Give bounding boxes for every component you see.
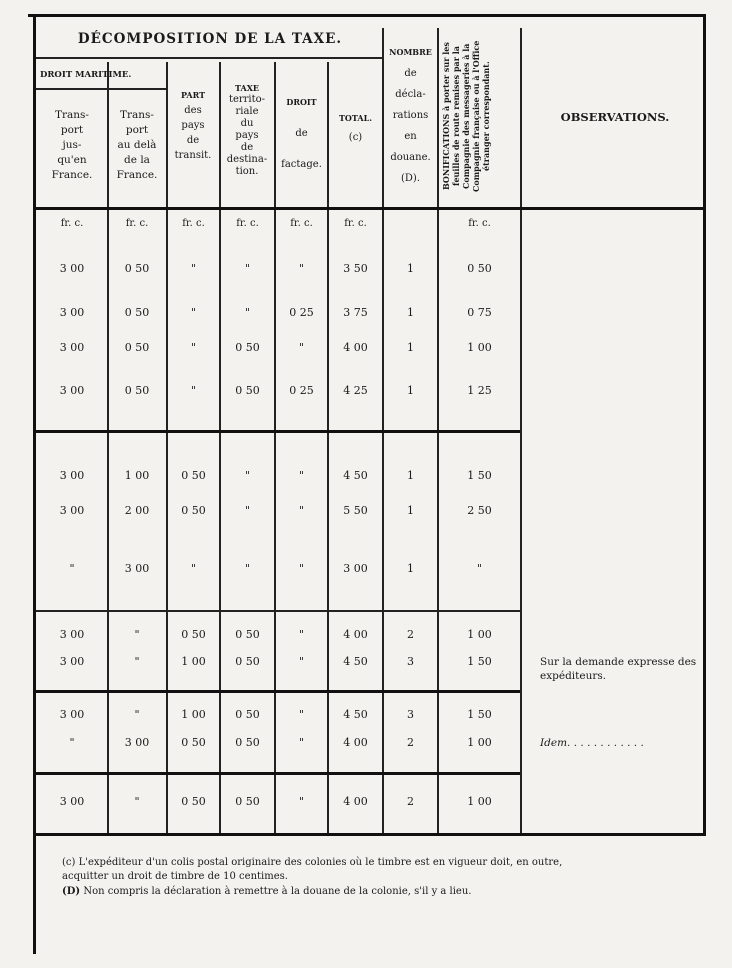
cell-df: " xyxy=(298,469,305,482)
col-rule xyxy=(520,28,522,834)
col-header-bonifications: BONIFICATIONS à porter sur les feuilles de route remises par la Compagnie des messageries à la Compagnie française ou à l'Office étranger correspondant. xyxy=(441,40,491,192)
cell-td: 0 50 xyxy=(124,341,150,354)
cell-tt: " xyxy=(244,306,251,319)
cell-tot: 4 50 xyxy=(343,655,368,668)
footnote-d: (D) Non compris la déclaration à remettre à la douane de la colonie, s'il y a lieu. xyxy=(62,886,472,897)
col-header-taxe-territoriale: TAXE territo- riale du pays de destina- tion. xyxy=(226,83,268,177)
cell-tot: 4 50 xyxy=(343,469,368,482)
col-header-transport-dela: Trans- port au delà de la France. xyxy=(116,109,158,181)
unit-label: fr. c. xyxy=(468,218,491,229)
cell-tot: 4 00 xyxy=(343,341,368,354)
cell-bon: 1 50 xyxy=(467,708,492,721)
unit-label: fr. c. xyxy=(125,218,149,229)
cell-df: " xyxy=(298,708,305,721)
cell-tt: 0 50 xyxy=(235,736,260,749)
cell-df: 0 25 xyxy=(289,306,314,319)
cell-pt: 0 50 xyxy=(181,469,206,482)
cell-tot: 4 00 xyxy=(343,628,368,641)
cell-df: " xyxy=(298,341,305,354)
cell-tot: 3 75 xyxy=(343,306,368,319)
cell-tf: 3 00 xyxy=(59,708,85,721)
cell-tf: 3 00 xyxy=(59,504,85,517)
cell-nd: 1 xyxy=(407,469,414,482)
droit-maritime-label: DROIT MARITIME. xyxy=(40,70,132,80)
cell-tf: 3 00 xyxy=(59,341,85,354)
footnote-c-cont: acquitter un droit de timbre de 10 centimes. xyxy=(62,871,288,882)
header-bottom-rule xyxy=(36,207,706,210)
cell-df: " xyxy=(298,736,305,749)
cell-bon: 0 75 xyxy=(467,306,492,319)
cell-td: 2 00 xyxy=(124,504,150,517)
cell-td: " xyxy=(134,795,140,808)
cell-tot: 5 50 xyxy=(343,504,368,517)
cell-td: 0 50 xyxy=(124,262,150,275)
cell-tf: 3 00 xyxy=(59,306,85,319)
cell-tf: 3 00 xyxy=(59,628,85,641)
cell-nd: 1 xyxy=(407,341,414,354)
cell-tot: 4 00 xyxy=(343,736,368,749)
cell-df: 0 25 xyxy=(289,384,314,397)
cell-bon: 1 50 xyxy=(467,469,492,482)
cell-tot: 4 25 xyxy=(343,384,368,397)
cell-tf: " xyxy=(69,562,75,575)
cell-pt: 1 00 xyxy=(181,655,206,668)
observation-note: Sur la demande expresse des expéditeurs. xyxy=(540,656,697,682)
cell-tf: 3 00 xyxy=(59,262,85,275)
cell-nd: 2 xyxy=(407,628,414,641)
cell-nd: 2 xyxy=(407,795,414,808)
unit-label: fr. c. xyxy=(182,218,205,229)
unit-label: fr. c. xyxy=(290,218,313,229)
cell-pt: " xyxy=(190,384,197,397)
cell-pt: 1 00 xyxy=(181,708,206,721)
cell-tt: 0 50 xyxy=(235,708,260,721)
cell-nd: 2 xyxy=(407,736,414,749)
decomposition-title: DÉCOMPOSITION DE LA TAXE. xyxy=(77,31,343,47)
cell-pt: 0 50 xyxy=(181,795,206,808)
footnote-c: (c) L'expéditeur d'un colis postal originaire des colonies où le timbre est en vigueur doit, en outre, xyxy=(62,857,563,868)
cell-tot: 3 50 xyxy=(343,262,368,275)
cell-tf: 3 00 xyxy=(59,384,85,397)
col-header-droit-factage: DROIT de factage. xyxy=(281,97,322,170)
col-header-total: TOTAL. (c) xyxy=(338,113,373,143)
cell-tf: " xyxy=(69,736,75,749)
cell-df: " xyxy=(298,262,305,275)
cell-tf: 3 00 xyxy=(59,795,85,808)
cell-tt: " xyxy=(244,262,251,275)
cell-df: " xyxy=(298,628,305,641)
cell-tt: " xyxy=(244,504,251,517)
cell-nd: 1 xyxy=(407,384,414,397)
cell-tf: 3 00 xyxy=(59,469,85,482)
cell-bon: 1 00 xyxy=(467,795,492,808)
cell-bon: 2 50 xyxy=(467,504,492,517)
cell-nd: 1 xyxy=(407,306,414,319)
cell-bon: 1 00 xyxy=(467,341,492,354)
header-rule xyxy=(36,57,382,59)
cell-bon: 1 00 xyxy=(467,736,492,749)
cell-td: 0 50 xyxy=(124,384,150,397)
cell-pt: " xyxy=(190,306,197,319)
cell-tt: " xyxy=(244,562,251,575)
cell-tt: 0 50 xyxy=(235,795,260,808)
group-rule xyxy=(36,690,520,693)
cell-bon: 1 00 xyxy=(467,628,492,641)
cell-tt: 0 50 xyxy=(235,341,260,354)
cell-td: 0 50 xyxy=(124,306,150,319)
col-header-nombre-declarations: NOMBRE de décla- rations en douane. (D). xyxy=(389,47,432,184)
cell-tot: 4 00 xyxy=(343,795,368,808)
cell-pt: " xyxy=(190,341,197,354)
cell-td: 1 00 xyxy=(124,469,150,482)
group-rule xyxy=(36,430,520,433)
cell-pt: " xyxy=(190,562,197,575)
cell-td: 3 00 xyxy=(124,562,150,575)
cell-bon: 1 50 xyxy=(467,655,492,668)
cell-nd: 1 xyxy=(407,562,414,575)
cell-tt: 0 50 xyxy=(235,655,260,668)
cell-td: 3 00 xyxy=(124,736,150,749)
cell-df: " xyxy=(298,562,305,575)
cell-bon: " xyxy=(476,562,483,575)
cell-df: " xyxy=(298,655,305,668)
cell-nd: 3 xyxy=(407,655,414,668)
cell-tt: 0 50 xyxy=(235,628,260,641)
cell-df: " xyxy=(298,504,305,517)
unit-label: fr. c. xyxy=(236,218,259,229)
header-rule xyxy=(36,88,166,90)
cell-pt: 0 50 xyxy=(181,628,206,641)
cell-td: " xyxy=(134,655,140,668)
group-rule xyxy=(36,610,520,612)
observations-title: OBSERVATIONS. xyxy=(560,110,670,124)
cell-nd: 3 xyxy=(407,708,414,721)
col-header-part-transit: PART des pays de transit. xyxy=(174,90,212,161)
cell-pt: 0 50 xyxy=(181,504,206,517)
frame-left-border xyxy=(33,14,36,954)
unit-label: fr. c. xyxy=(344,218,367,229)
cell-tot: 4 50 xyxy=(343,708,368,721)
table-bottom-rule xyxy=(36,833,706,836)
cell-tf: 3 00 xyxy=(59,655,85,668)
frame-right-border xyxy=(703,14,706,834)
cell-td: " xyxy=(134,628,140,641)
col-header-transport-france: Trans- port jus- qu'en France. xyxy=(51,109,93,181)
unit-label: fr. c. xyxy=(60,218,84,229)
cell-td: " xyxy=(134,708,140,721)
cell-bon: 1 25 xyxy=(467,384,492,397)
cell-pt: " xyxy=(190,262,197,275)
observation-note: Idem. . . . . . . . . . . . xyxy=(540,737,644,749)
cell-tot: 3 00 xyxy=(343,562,368,575)
cell-tt: 0 50 xyxy=(235,384,260,397)
cell-nd: 1 xyxy=(407,504,414,517)
cell-tt: " xyxy=(244,469,251,482)
cell-nd: 1 xyxy=(407,262,414,275)
frame-top-border xyxy=(28,14,706,17)
cell-bon: 0 50 xyxy=(467,262,492,275)
cell-df: " xyxy=(298,795,305,808)
group-rule xyxy=(36,772,520,775)
cell-pt: 0 50 xyxy=(181,736,206,749)
